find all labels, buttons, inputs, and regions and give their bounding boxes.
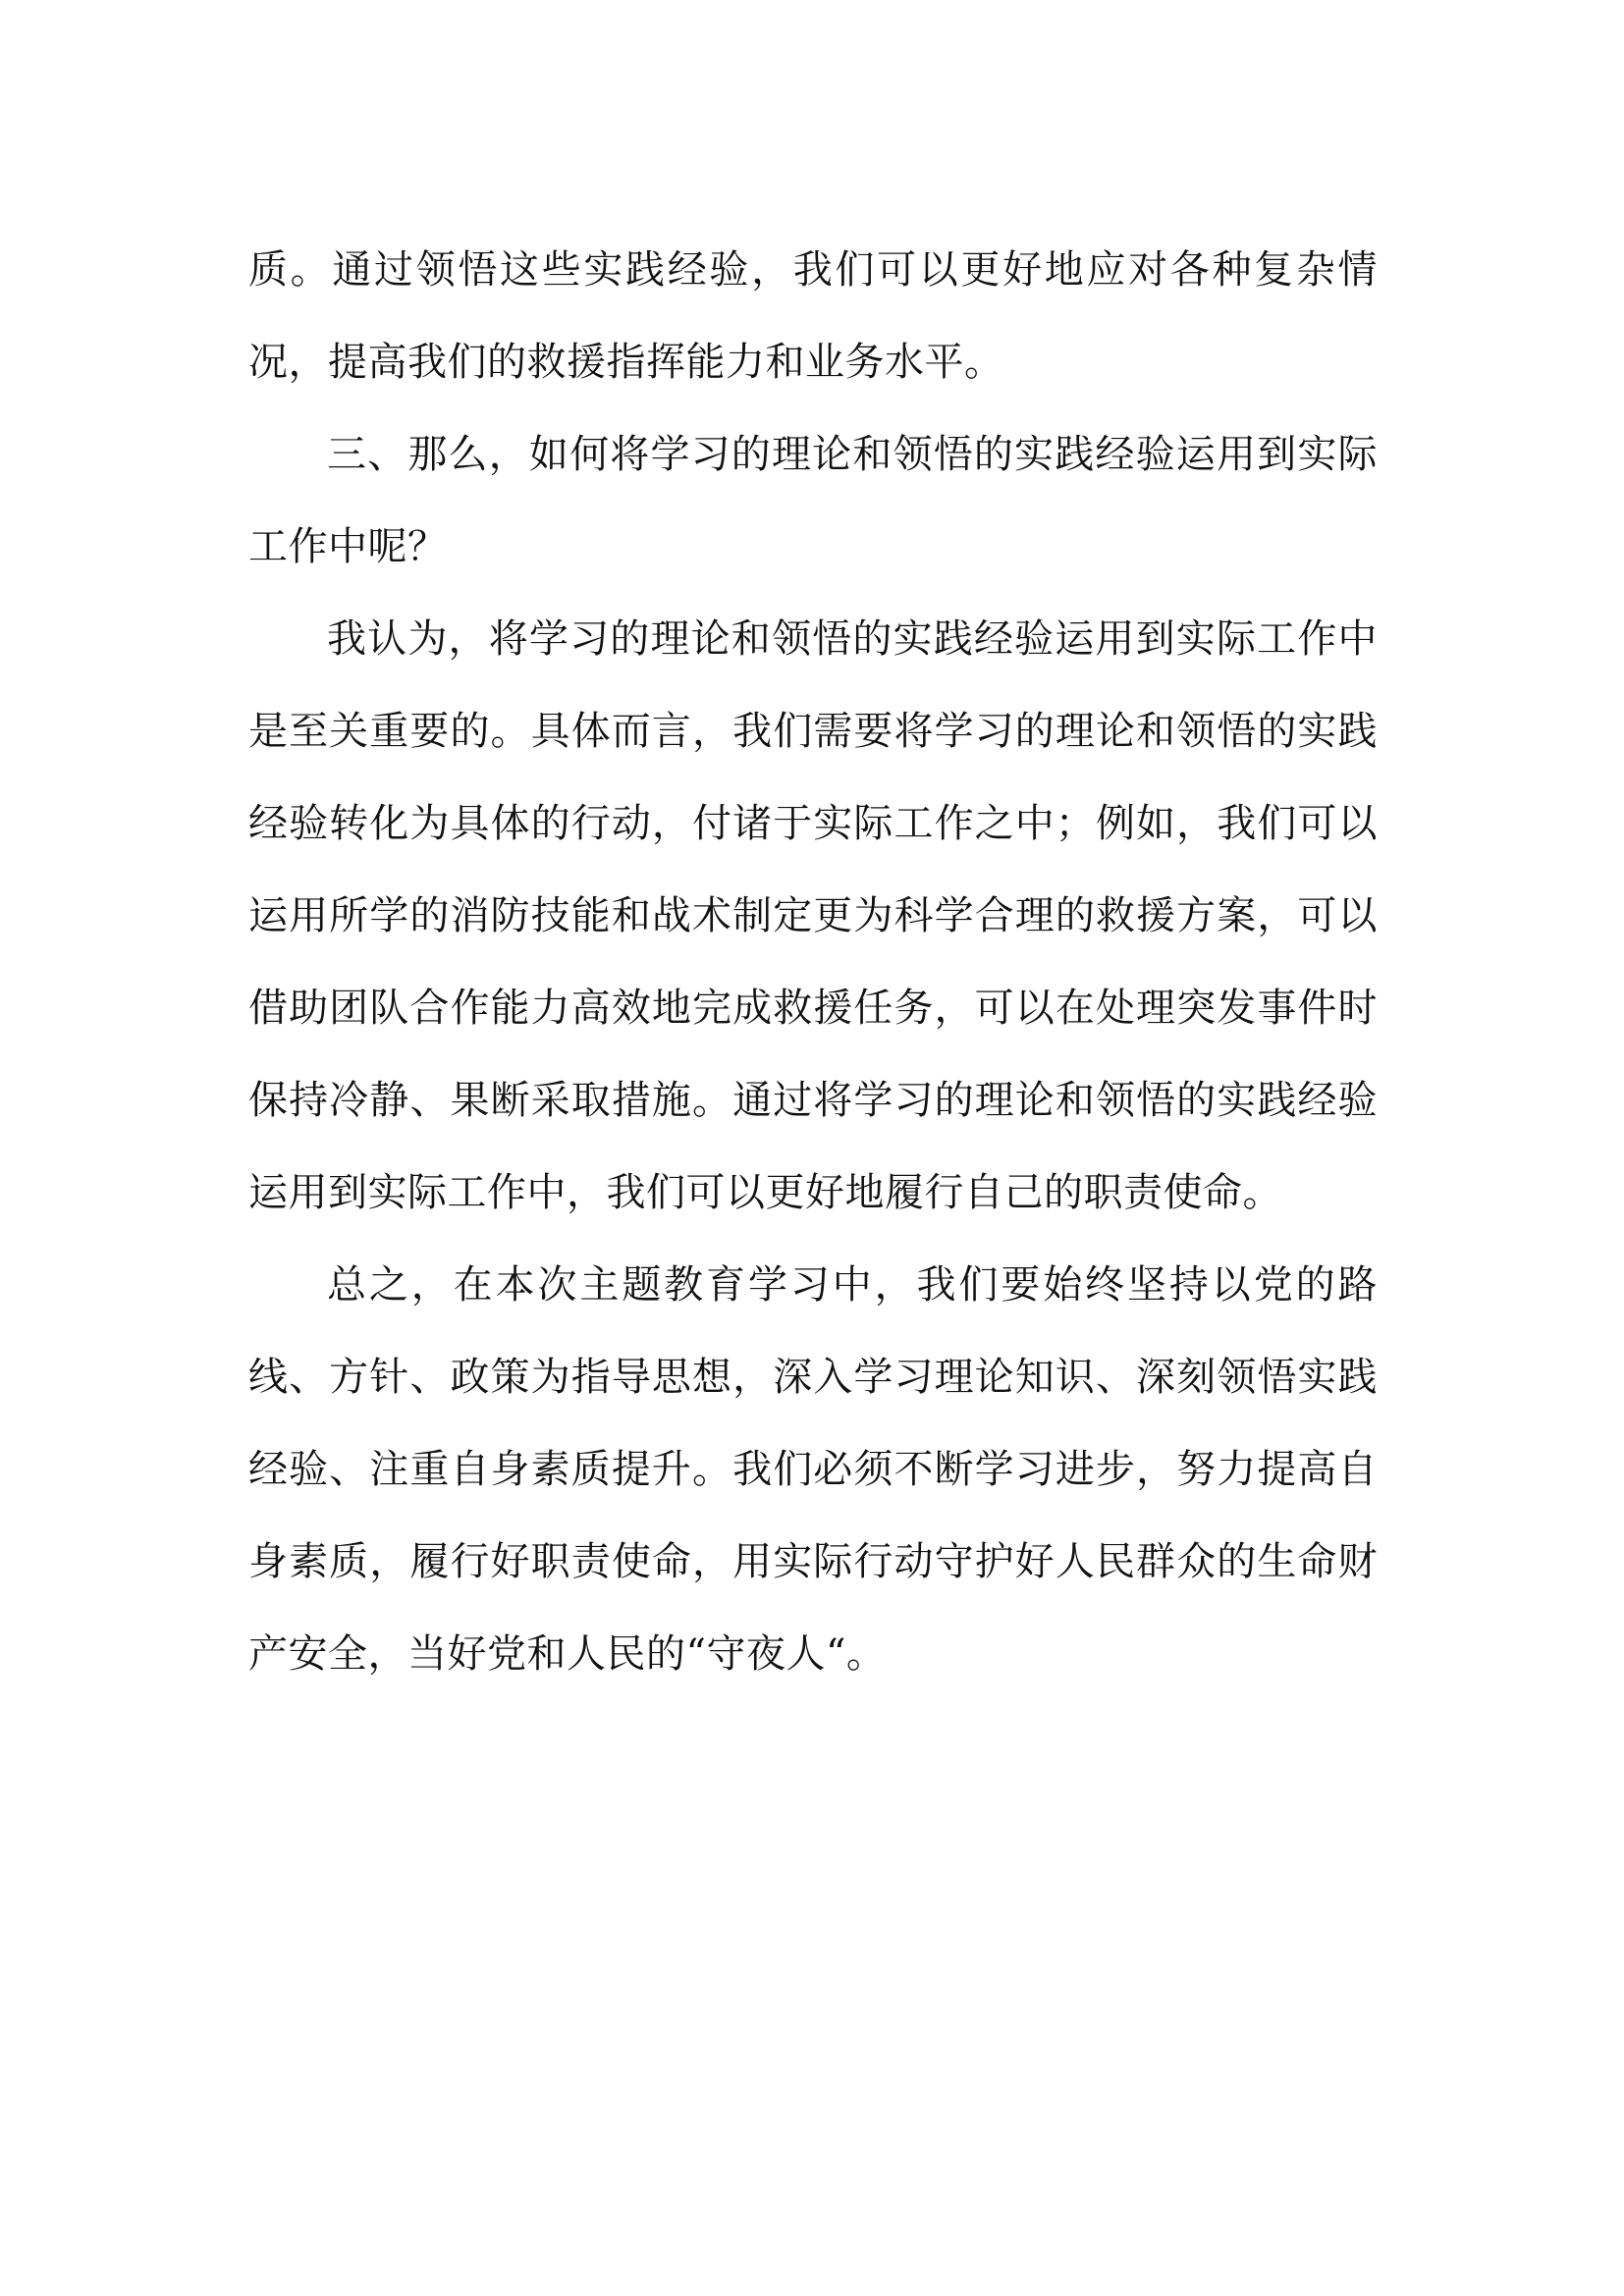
paragraph-2-section-heading: 三、那么，如何将学习的理论和领悟的实践经验运用到实际工作中呢？ [248, 432, 1378, 569]
document-body [248, 224, 1378, 1700]
paragraph-3: 我认为，将学习的理论和领悟的实践经验运用到实际工作中是至关重要的。具体而言，我们需要将学习的理论和领悟的实践经验转化为具体的行动，付诸于实际工作之中；例如，我们可以运用所学的消防技能和战术制定更为科学合理的救援方案，可以借助团队合作能力高效地完成救援任务，可以在处理突发事件时保持冷静、果断采取措施。通过将学习的理论和领悟的实践经验运用到实际工作中，我们可以更好地履行自己的职责使命。 [248, 616, 1378, 1215]
paragraph-1: 质。通过领悟这些实践经验，我们可以更好地应对各种复杂情况，提高我们的救援指挥能力和业务水平。 [248, 247, 1378, 385]
paragraph-4-conclusion: 总之，在本次主题教育学习中，我们要始终坚持以党的路线、方针、政策为指导思想，深入学习理论知识、深刻领悟实践经验、注重自身素质提升。我们必须不断学习进步，努力提高自身素质，履行好职责使命，用实际行动守护好人民群众的生命财产安全，当好党和人民的“守夜人“。 [248, 1262, 1378, 1677]
